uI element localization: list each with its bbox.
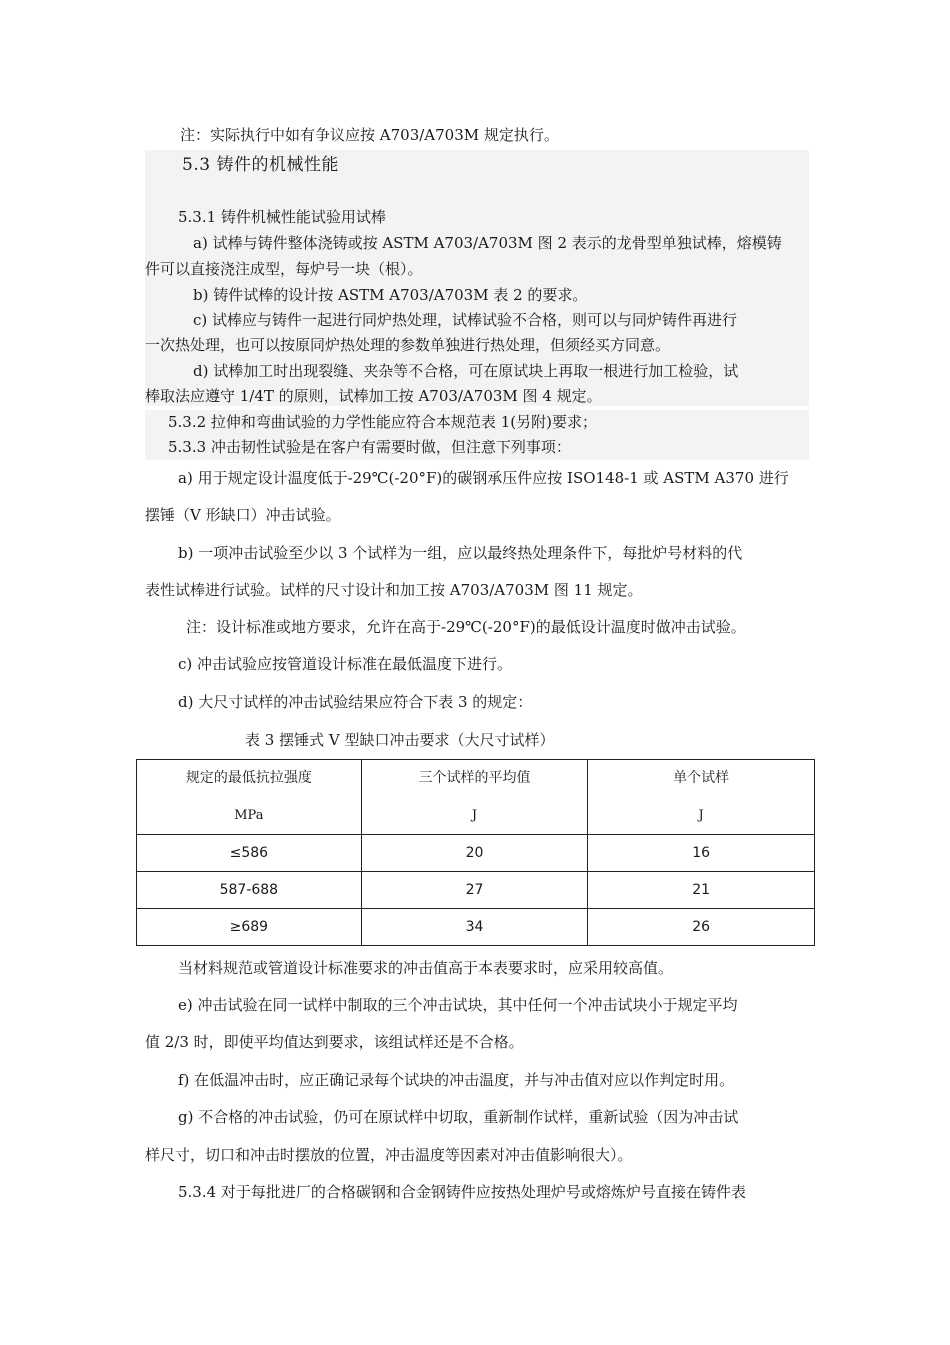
table-cell: 20 [361, 835, 588, 872]
after-table-text: 当材料规范或管道设计标准要求的冲击值高于本表要求时，应采用较高值。 [178, 959, 674, 977]
section-title: 5.3 铸件的机械性能 [182, 155, 339, 175]
s533-d: d) 大尺寸试样的冲击试验结果应符合下表 3 的规定： [178, 693, 533, 711]
table-cell: 21 [588, 872, 815, 909]
s533-a-line1: a) 用于规定设计温度低于-29℃(-20°F)的碳钢承压件应按 ISO148-1 或 ASTM A370 进行 [178, 469, 789, 487]
header-min-tensile-label: 规定的最低抗拉强度 [185, 770, 312, 786]
s531-a-line2: 件可以直接浇注成型，每炉号一块（根）。 [145, 260, 423, 278]
s531-b: b) 铸件试棒的设计按 ASTM A703/A703M 表 2 的要求。 [193, 286, 588, 304]
s533-c: c) 冲击试验应按管道设计标准在最低温度下进行。 [178, 655, 513, 673]
s531-title: 5.3.1 铸件机械性能试验用试棒 [178, 208, 386, 226]
header-min-tensile-unit: MPa [234, 808, 264, 823]
item-g-line1: g) 不合格的冲击试验，仍可在原试样中切取，重新制作试样，重新试验（因为冲击试 [178, 1108, 739, 1126]
s533-a-line2: 摆锤（V 形缺口）冲击试验。 [145, 506, 341, 524]
header-single-label: 单个试样 [673, 770, 730, 786]
impact-requirements-table [136, 759, 815, 946]
s532: 5.3.2 拉伸和弯曲试验的力学性能应符合本规范表 1(另附)要求； [168, 413, 597, 431]
item-f: f) 在低温冲击时，应正确记录每个试块的冲击温度，并与冲击值对应以作判定时用。 [178, 1071, 735, 1089]
s531-d-line2: 棒取法应遵守 1/4T 的原则，试棒加工按 A703/A703M 图 4 规定。 [145, 387, 602, 405]
table-row [137, 872, 815, 909]
item-g-line2: 样尺寸，切口和冲击时摆放的位置，冲击温度等因素对冲击值影响很大）。 [145, 1146, 633, 1164]
s533-title: 5.3.3 冲击韧性试验是在客户有需要时做，但注意下列事项： [168, 438, 571, 456]
item-e-line1: e) 冲击试验在同一试样中制取的三个冲击试块，其中任何一个冲击试块小于规定平均 [178, 996, 738, 1014]
s534: 5.3.4 对于每批进厂的合格碳钢和合金钢铸件应按热处理炉号或熔炼炉号直接在铸件表 [178, 1183, 746, 1201]
table-cell: ≤586 [137, 835, 362, 872]
table-row [137, 909, 815, 946]
table-cell: 587-688 [137, 872, 362, 909]
header-average-label: 三个试样的平均值 [418, 770, 531, 786]
header-average-unit: J [471, 808, 478, 823]
s531-c-line2: 一次热处理，也可以按原同炉热处理的参数单独进行热处理，但须经买方同意。 [145, 336, 671, 354]
table-cell: ≥689 [137, 909, 362, 946]
s531-d-line1: d) 试棒加工时出现裂缝、夹杂等不合格，可在原试块上再取一根进行加工检验，试 [193, 362, 739, 380]
s533-b-line1: b) 一项冲击试验至少以 3 个试样为一组，应以最终热处理条件下，每批炉号材料的代 [178, 544, 743, 562]
header-single [588, 760, 815, 835]
s531-c-line1: c) 试棒应与铸件一起进行同炉热处理，试棒试验不合格，则可以与同炉铸件再进行 [193, 311, 738, 329]
table-cell: 16 [588, 835, 815, 872]
note-top: 注：实际执行中如有争议应按 A703/A703M 规定执行。 [180, 126, 559, 144]
header-average [361, 760, 588, 835]
table-cell: 34 [361, 909, 588, 946]
table-row [137, 835, 815, 872]
table-caption: 表 3 摆锤式 V 型缺口冲击要求（大尺寸试样） [245, 731, 555, 749]
header-min-tensile [137, 760, 362, 835]
item-e-line2: 值 2/3 时，即使平均值达到要求，该组试样还是不合格。 [145, 1033, 524, 1051]
table-cell: 27 [361, 872, 588, 909]
s533-note: 注：设计标准或地方要求，允许在高于-29℃(-20°F)的最低设计温度时做冲击试验。 [186, 618, 746, 636]
table-header-row [137, 760, 815, 835]
table-cell: 26 [588, 909, 815, 946]
s533-b-line2: 表性试棒进行试验。试样的尺寸设计和加工按 A703/A703M 图 11 规定。 [145, 581, 643, 599]
s531-a-line1: a) 试棒与铸件整体浇铸或按 ASTM A703/A703M 图 2 表示的龙骨型单独试棒，熔模铸 [193, 234, 782, 252]
header-single-unit: J [698, 808, 704, 823]
